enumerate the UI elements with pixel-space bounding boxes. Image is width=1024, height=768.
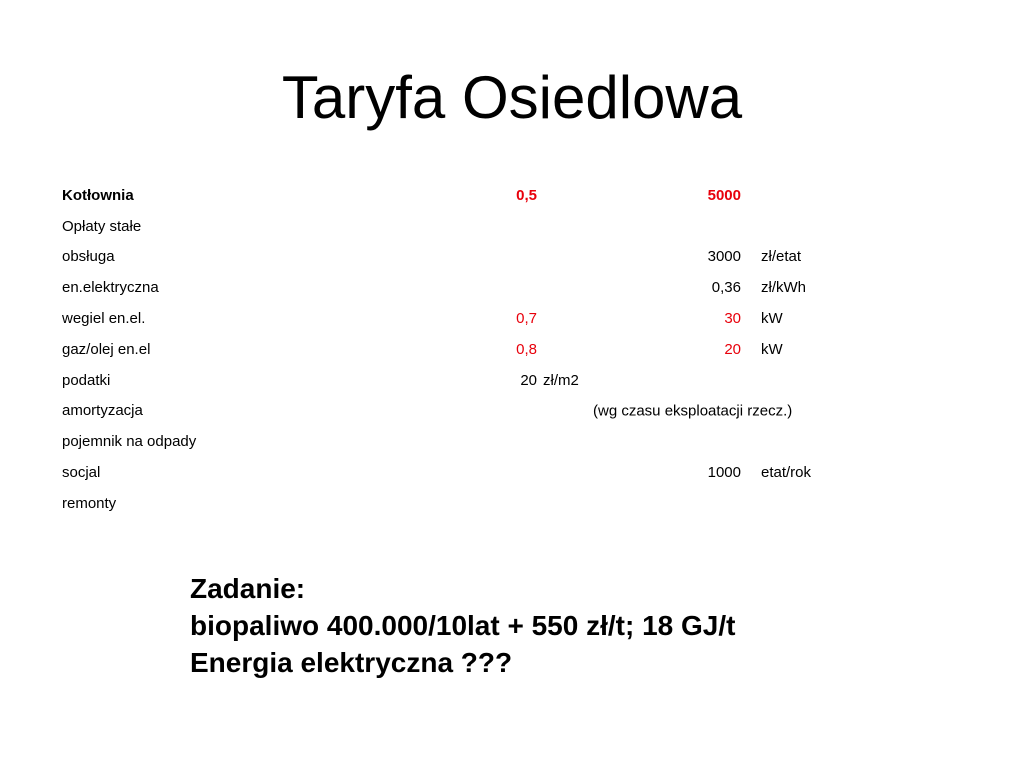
unit-b bbox=[741, 211, 901, 242]
unit-a bbox=[537, 211, 653, 242]
table-row bbox=[60, 365, 901, 396]
value-a bbox=[298, 426, 537, 457]
table-row bbox=[60, 180, 901, 211]
value-b bbox=[653, 488, 741, 519]
unit-b: zł/kWh bbox=[761, 279, 806, 297]
unit-b: kW bbox=[761, 310, 783, 328]
value-b bbox=[653, 365, 741, 396]
value-a: 0,8 bbox=[516, 340, 537, 358]
row-label: obsługa bbox=[62, 248, 115, 266]
unit-b: etat/rok bbox=[761, 464, 812, 482]
row-label: socjal bbox=[62, 464, 101, 482]
task-line-biofuel: biopaliwo 400.000/10lat + 550 zł/t; 18 GJ/t bbox=[190, 610, 736, 641]
unit-a bbox=[537, 242, 653, 273]
table-row bbox=[60, 272, 901, 303]
value-b: 0,36 bbox=[711, 279, 741, 297]
unit-a bbox=[537, 488, 653, 519]
value-b: 1000 bbox=[707, 464, 741, 482]
table-row bbox=[60, 334, 901, 365]
value-b: 30 bbox=[724, 310, 741, 328]
value-b bbox=[653, 211, 741, 242]
tariff-table-body bbox=[60, 180, 901, 519]
row-label: en.elektryczna bbox=[62, 279, 159, 297]
unit-a bbox=[537, 303, 653, 334]
table-row bbox=[60, 242, 901, 273]
unit-a bbox=[537, 457, 653, 488]
task-block bbox=[190, 570, 735, 681]
unit-b: zł/etat bbox=[761, 248, 802, 266]
table-row bbox=[60, 303, 901, 334]
unit-a bbox=[537, 334, 653, 365]
value-a bbox=[298, 488, 537, 519]
unit-a bbox=[537, 426, 653, 457]
unit-b bbox=[741, 180, 901, 211]
unit-a bbox=[537, 180, 653, 211]
row-label: amortyzacja bbox=[62, 402, 143, 420]
value-b: 20 bbox=[724, 340, 741, 358]
note-cell bbox=[298, 396, 793, 427]
task-heading: Zadanie: bbox=[190, 573, 306, 604]
row-label: wegiel en.el. bbox=[62, 310, 146, 328]
value-b: 3000 bbox=[707, 248, 741, 266]
row-label: remonty bbox=[62, 494, 117, 512]
table-row bbox=[60, 488, 901, 519]
value-a bbox=[298, 457, 537, 488]
value-b: 5000 bbox=[707, 186, 741, 204]
value-a bbox=[298, 242, 537, 273]
row-note: (wg czasu eksploatacji rzecz.) bbox=[593, 402, 793, 420]
slide-title: Taryfa Osiedlowa bbox=[281, 64, 743, 131]
task-line-electricity: Energia elektryczna ??? bbox=[190, 647, 513, 678]
unit-b bbox=[741, 426, 901, 457]
row-label: podatki bbox=[62, 371, 111, 389]
value-a bbox=[298, 211, 537, 242]
row-label: Kotłownia bbox=[62, 186, 134, 204]
value-a: 20 bbox=[520, 371, 537, 389]
tariff-table bbox=[60, 180, 901, 519]
value-b bbox=[653, 426, 741, 457]
value-a: 0,5 bbox=[516, 186, 537, 204]
table-row bbox=[60, 426, 901, 457]
unit-b bbox=[741, 488, 901, 519]
row-label: gaz/olej en.el bbox=[62, 340, 151, 358]
table-row bbox=[60, 457, 901, 488]
row-label: pojemnik na odpady bbox=[62, 433, 197, 451]
unit-a: zł/m2 bbox=[543, 371, 579, 389]
table-row bbox=[60, 211, 901, 242]
value-a: 0,7 bbox=[516, 310, 537, 328]
unit-a bbox=[537, 272, 653, 303]
table-row bbox=[60, 396, 901, 427]
row-label: Opłaty stałe bbox=[62, 217, 142, 235]
unit-b: kW bbox=[761, 340, 783, 358]
unit-b bbox=[741, 365, 901, 396]
value-a bbox=[298, 272, 537, 303]
